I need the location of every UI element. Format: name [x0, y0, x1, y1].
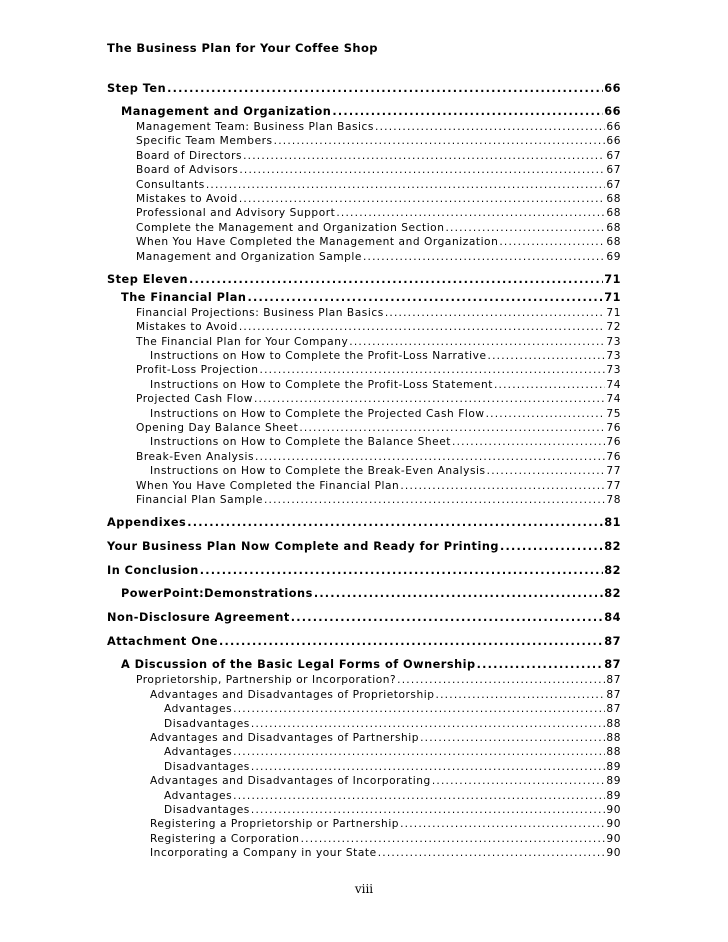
toc-entry-title: Instructions on How to Complete the Profit-Loss Narrative: [150, 350, 487, 363]
toc-entry-title: PowerPoint:Demonstrations: [121, 587, 313, 601]
toc-entry: [136, 120, 621, 134]
toc-entry-page: 76: [606, 436, 621, 449]
toc-entry-title: Non-Disclosure Agreement: [107, 611, 290, 625]
dot-leader: [251, 717, 606, 731]
toc-entry: [136, 479, 621, 493]
toc-entry-title: The Financial Plan: [121, 290, 247, 304]
dot-leader: [400, 479, 605, 493]
toc-entry-title: Advantages and Disadvantages of Partnership: [150, 731, 420, 744]
toc-entry-page: 88: [606, 717, 621, 730]
toc-entry-page: 66: [606, 121, 621, 133]
toc-entry-page: 77: [606, 479, 621, 492]
toc-entry-title: Incorporating a Company in your State: [150, 847, 377, 860]
toc-entry: [136, 673, 621, 687]
toc-entry-page: 82: [604, 587, 621, 601]
toc-entry-title: Complete the Management and Organization Section: [136, 221, 445, 234]
toc-entry-page: 87: [606, 688, 621, 701]
toc-entry-page: 72: [606, 321, 621, 334]
dot-leader: [291, 609, 603, 626]
toc-entry: [107, 271, 621, 288]
toc-entry: [150, 464, 621, 478]
toc-entry-title: Advantages and Disadvantages of Incorporating: [150, 775, 431, 788]
toc-entry: [150, 349, 621, 363]
toc-entry-page: 90: [606, 803, 621, 816]
dot-leader: [167, 80, 603, 97]
toc-entry-page: 71: [604, 272, 621, 286]
dot-leader: [445, 221, 605, 235]
toc-entry: [121, 586, 621, 602]
toc-entry-page: 68: [606, 221, 621, 234]
toc-entry: [136, 178, 621, 192]
toc-entry-page: 81: [604, 516, 621, 530]
dot-leader: [299, 421, 605, 435]
dot-leader: [477, 657, 604, 673]
dot-leader: [400, 817, 605, 831]
toc-entry-title: Projected Cash Flow: [136, 393, 253, 406]
toc-entry-page: 82: [604, 540, 621, 554]
table-of-contents: [0, 80, 728, 860]
dot-leader: [264, 493, 605, 507]
toc-entry-title: Disadvantages: [164, 803, 250, 816]
toc-entry-title: Proprietorship, Partnership or Incorporation?: [136, 674, 397, 687]
dot-leader: [432, 774, 606, 788]
toc-entry-page: 82: [604, 564, 621, 578]
toc-entry-title: Appendixes: [107, 516, 187, 530]
toc-entry-page: 66: [606, 135, 621, 148]
toc-entry-title: Advantages: [164, 789, 233, 802]
toc-entry: [136, 493, 621, 507]
toc-entry-title: Specific Team Members: [136, 135, 273, 148]
dot-leader: [494, 378, 605, 392]
dot-leader: [488, 349, 606, 363]
toc-entry-title: Management and Organization Sample: [136, 250, 362, 263]
toc-entry-title: Financial Plan Sample: [136, 493, 263, 506]
dot-leader: [247, 290, 603, 306]
toc-entry: [136, 320, 621, 334]
toc-entry-title: Consultants: [136, 178, 205, 191]
toc-entry-page: 73: [606, 364, 621, 377]
toc-entry-title: Registering a Corporation: [150, 832, 300, 845]
toc-entry-page: 66: [604, 105, 621, 118]
dot-leader: [254, 392, 605, 406]
toc-entry: [164, 717, 621, 731]
toc-entry-title: A Discussion of the Basic Legal Forms of Ownership: [121, 658, 476, 672]
toc-entry-title: Advantages and Disadvantages of Proprietorship: [150, 688, 435, 701]
toc-entry-page: 73: [606, 350, 621, 363]
toc-entry: [150, 846, 621, 860]
toc-entry-page: 87: [606, 674, 621, 687]
toc-entry-title: Management Team: Business Plan Basics: [136, 121, 374, 133]
toc-entry: [121, 104, 621, 120]
toc-entry: [136, 134, 621, 148]
toc-entry: [164, 789, 621, 803]
toc-entry: [136, 163, 621, 177]
toc-entry-title: Attachment One: [107, 635, 219, 649]
toc-entry: [136, 450, 621, 464]
toc-entry-title: Advantages: [164, 746, 233, 759]
dot-leader: [332, 104, 603, 120]
toc-entry-title: Disadvantages: [164, 717, 250, 730]
toc-entry: [136, 206, 621, 220]
toc-entry-page: 74: [606, 378, 621, 391]
toc-entry: [150, 774, 621, 788]
toc-entry-page: 76: [606, 450, 621, 463]
toc-entry-title: Disadvantages: [164, 760, 250, 773]
toc-entry: [150, 378, 621, 392]
dot-leader: [301, 832, 606, 846]
toc-entry-page: 90: [606, 847, 621, 860]
dot-leader: [436, 688, 606, 702]
dot-leader: [336, 206, 605, 220]
toc-entry-page: 69: [606, 250, 621, 263]
dot-leader: [385, 306, 606, 320]
toc-entry-title: Instructions on How to Complete the Projected Cash Flow: [150, 407, 485, 420]
toc-entry: [150, 832, 621, 846]
toc-entry-page: 71: [606, 306, 621, 319]
toc-entry-title: When You Have Completed the Management and Organization: [136, 236, 499, 249]
dot-leader: [260, 363, 606, 377]
toc-entry-page: 88: [606, 731, 621, 744]
dot-leader: [487, 464, 606, 478]
toc-entry-page: 90: [606, 818, 621, 831]
page-number: viii: [354, 882, 374, 896]
toc-entry-title: Management and Organization: [121, 105, 332, 118]
toc-entry-page: 77: [606, 465, 621, 478]
dot-leader: [378, 846, 606, 860]
toc-entry: [136, 149, 621, 163]
toc-entry-page: 67: [606, 149, 621, 162]
toc-entry-title: Instructions on How to Complete the Profit-Loss Statement: [150, 378, 493, 391]
toc-entry: [121, 657, 621, 673]
toc-entry: [136, 421, 621, 435]
toc-entry-page: 68: [606, 207, 621, 220]
toc-entry: [136, 221, 621, 235]
toc-entry-page: 90: [606, 832, 621, 845]
toc-entry-page: 84: [604, 611, 621, 625]
toc-entry: [107, 80, 621, 97]
dot-leader: [452, 435, 605, 449]
toc-entry-page: 67: [606, 178, 621, 191]
toc-entry-page: 74: [606, 393, 621, 406]
toc-entry: [136, 235, 621, 249]
dot-leader: [239, 163, 605, 177]
dot-leader: [314, 586, 603, 602]
dot-leader: [397, 673, 605, 687]
toc-entry-title: Board of Directors: [136, 149, 243, 162]
toc-entry-title: Break-Even Analysis: [136, 450, 255, 463]
toc-entry: [136, 250, 621, 264]
toc-entry-title: Mistakes to Avoid: [136, 192, 238, 205]
toc-entry: [164, 760, 621, 774]
toc-entry: [136, 363, 621, 377]
toc-entry-page: 78: [606, 493, 621, 506]
dot-leader: [233, 745, 605, 759]
toc-entry-page: 76: [606, 422, 621, 435]
toc-entry-title: Advantages: [164, 703, 233, 716]
toc-entry: [107, 562, 621, 579]
dot-leader: [219, 633, 603, 650]
dot-leader: [233, 702, 605, 716]
toc-entry: [136, 335, 621, 349]
toc-entry-title: Mistakes to Avoid: [136, 321, 238, 334]
dot-leader: [420, 731, 605, 745]
toc-entry-title: Profit-Loss Projection: [136, 364, 259, 377]
toc-entry-page: 88: [606, 746, 621, 759]
dot-leader: [239, 320, 606, 334]
toc-entry-title: Financial Projections: Business Plan Basics: [136, 306, 384, 319]
toc-entry: [107, 633, 621, 650]
toc-entry: [107, 609, 621, 626]
toc-entry-page: 71: [604, 290, 621, 304]
toc-entry: [136, 392, 621, 406]
toc-entry-page: 75: [606, 407, 621, 420]
dot-leader: [349, 335, 605, 349]
toc-entry-title: Instructions on How to Complete the Balance Sheet: [150, 436, 452, 449]
toc-entry-page: 67: [606, 164, 621, 177]
dot-leader: [189, 271, 603, 288]
toc-entry-page: 66: [604, 82, 621, 95]
toc-entry: [107, 538, 621, 555]
dot-leader: [233, 789, 605, 803]
toc-entry-title: Step Eleven: [107, 272, 189, 286]
toc-entry-page: 89: [606, 789, 621, 802]
toc-entry-title: Registering a Proprietorship or Partnership: [150, 818, 400, 831]
toc-entry-page: 68: [606, 236, 621, 249]
toc-entry-page: 89: [606, 760, 621, 773]
dot-leader: [187, 514, 603, 531]
toc-entry: [136, 192, 621, 206]
dot-leader: [363, 250, 605, 264]
toc-entry-page: 87: [604, 635, 621, 649]
toc-entry-page: 87: [606, 703, 621, 716]
toc-entry-page: 87: [604, 658, 621, 672]
toc-entry: [150, 435, 621, 449]
dot-leader: [486, 407, 606, 421]
dot-leader: [206, 178, 606, 192]
toc-entry-page: 73: [606, 335, 621, 348]
toc-entry: [150, 731, 621, 745]
toc-entry: [121, 290, 621, 306]
toc-entry: [107, 514, 621, 531]
toc-entry-title: Professional and Advisory Support: [136, 207, 336, 220]
dot-leader: [251, 760, 606, 774]
toc-entry-page: 89: [606, 775, 621, 788]
dot-leader: [200, 562, 603, 579]
dot-leader: [243, 149, 605, 163]
toc-entry-title: When You Have Completed the Financial Plan: [136, 479, 400, 492]
dot-leader: [255, 450, 605, 464]
toc-entry-title: Instructions on How to Complete the Break-Even Analysis: [150, 465, 486, 478]
dot-leader: [274, 134, 606, 148]
toc-entry-title: In Conclusion: [107, 564, 199, 578]
toc-entry-page: 68: [606, 192, 621, 205]
toc-entry: [136, 306, 621, 320]
toc-entry-title: Board of Advisors: [136, 164, 239, 177]
toc-entry: [150, 407, 621, 421]
running-header: The Business Plan for Your Coffee Shop: [107, 41, 378, 55]
toc-entry-title: Opening Day Balance Sheet: [136, 422, 299, 435]
toc-entry: [150, 688, 621, 702]
dot-leader: [251, 803, 606, 817]
dot-leader: [239, 192, 606, 206]
dot-leader: [499, 235, 605, 249]
toc-entry-title: The Financial Plan for Your Company: [136, 335, 349, 348]
dot-leader: [375, 120, 605, 134]
dot-leader: [500, 538, 603, 555]
toc-entry: [164, 803, 621, 817]
toc-entry: [164, 702, 621, 716]
toc-entry: [150, 817, 621, 831]
toc-entry-title: Step Ten: [107, 82, 167, 95]
toc-entry-title: Your Business Plan Now Complete and Ready for Printing: [107, 540, 499, 554]
toc-entry: [164, 745, 621, 759]
